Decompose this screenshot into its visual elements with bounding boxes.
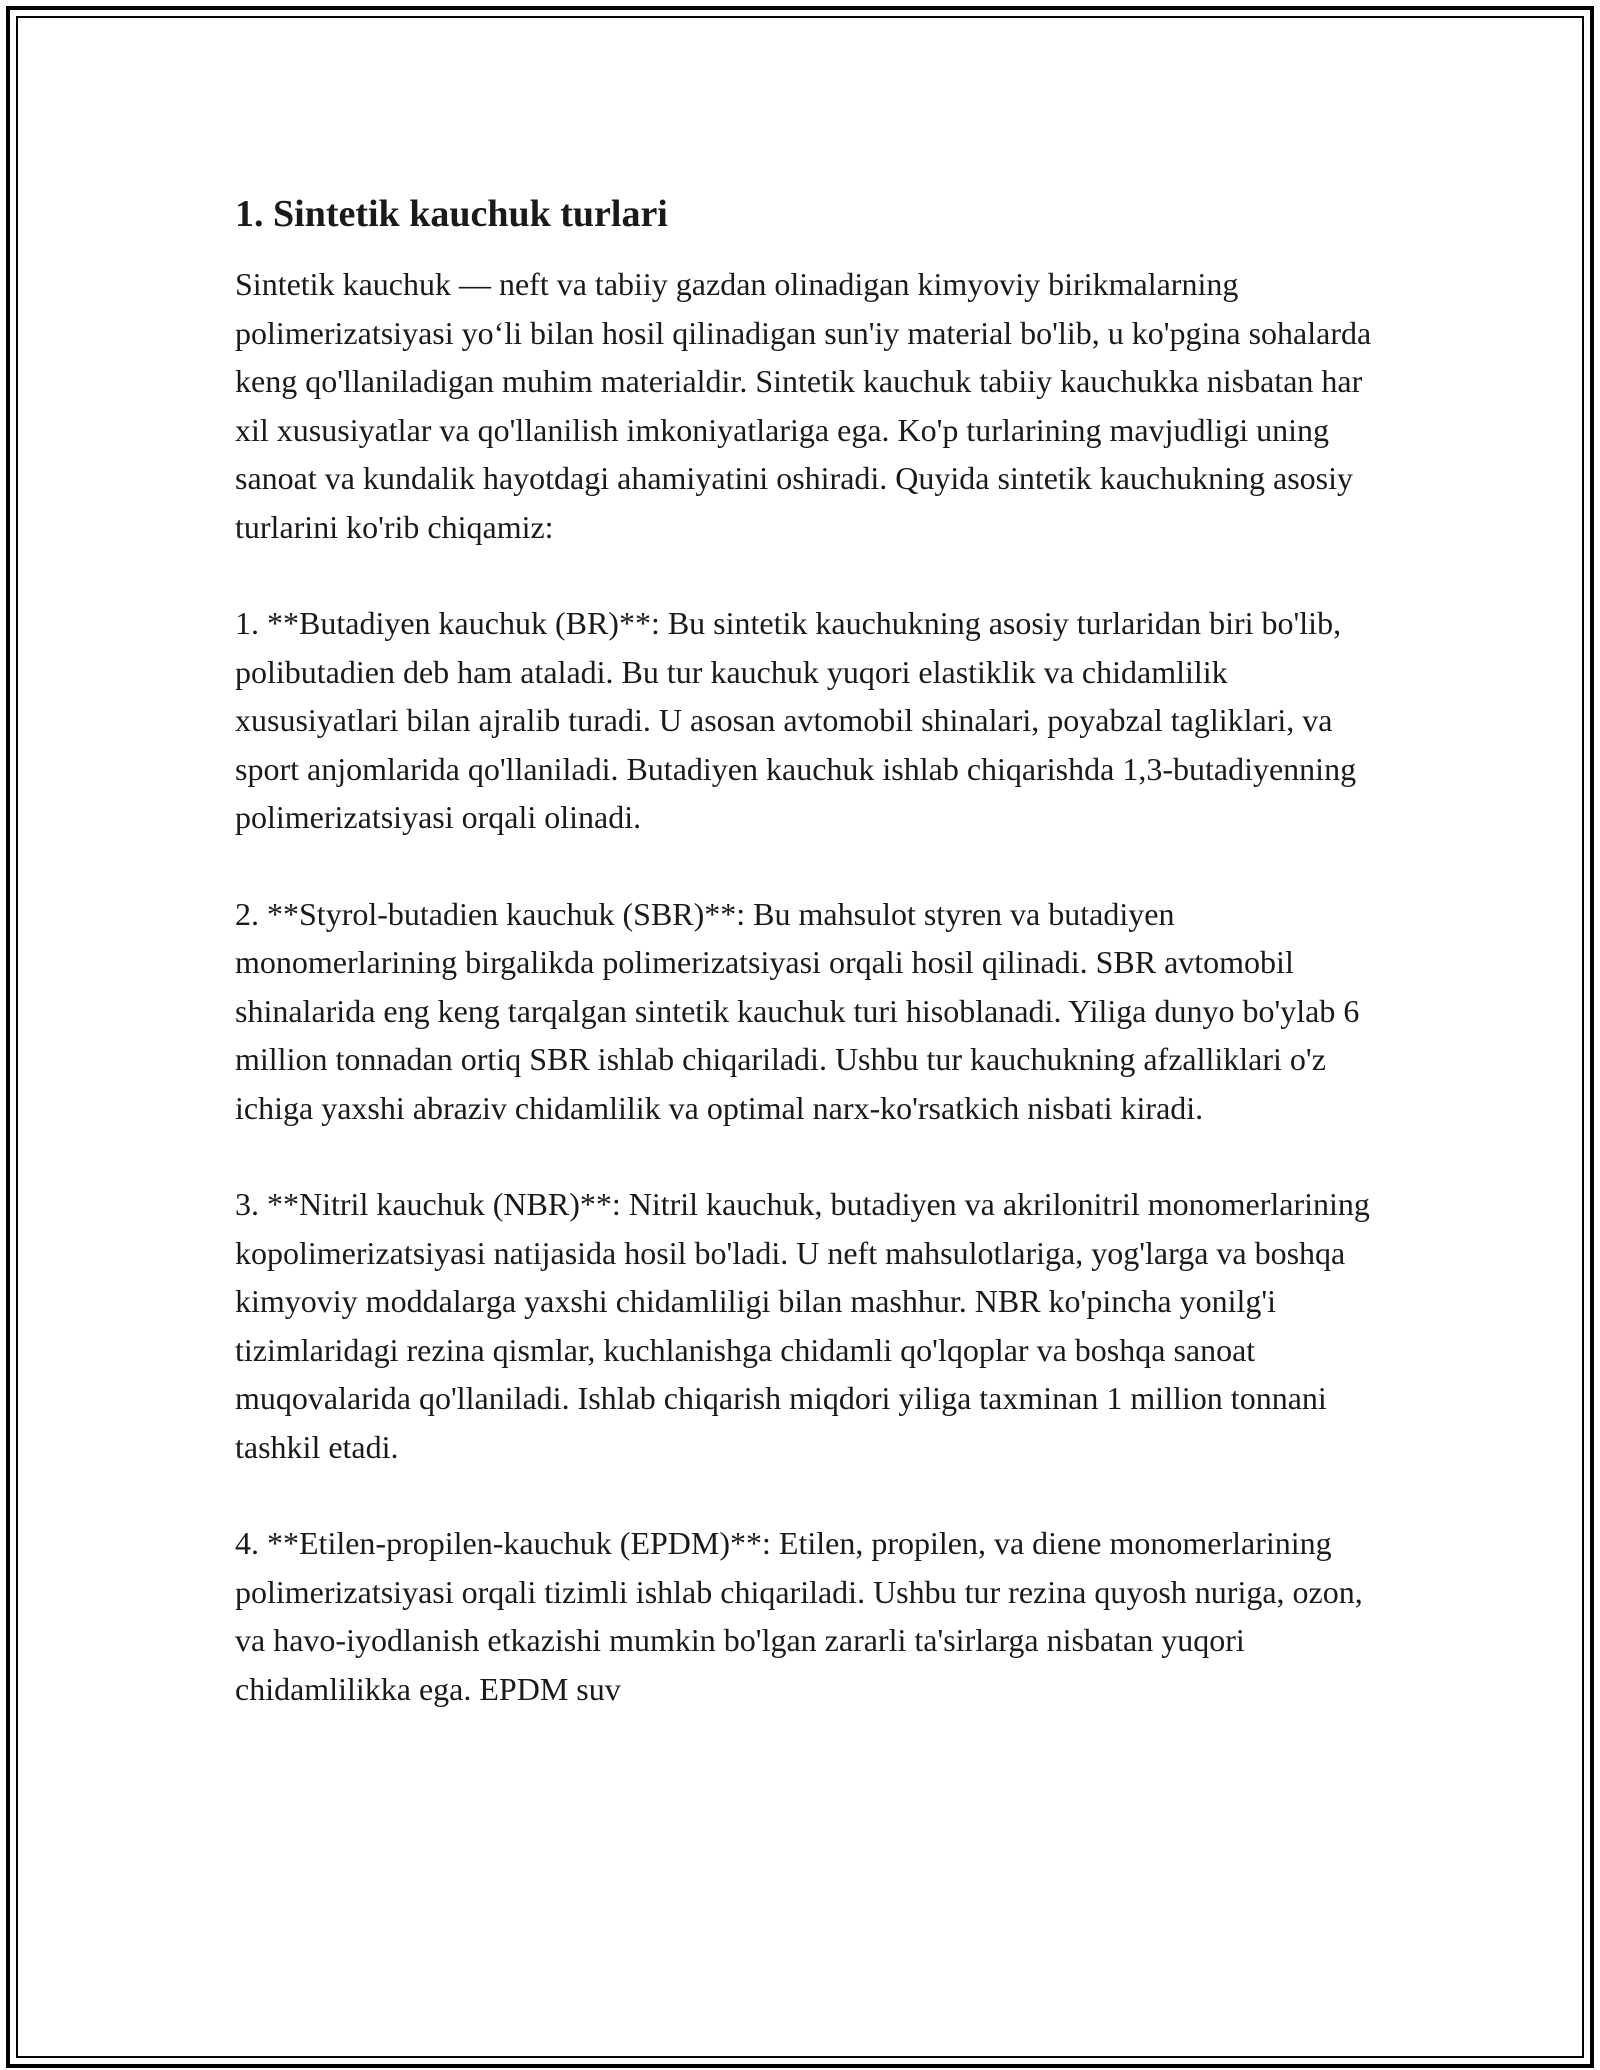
intro-paragraph: Sintetik kauchuk — neft va tabiiy gazdan olinadigan kimyoviy birikmalarning polimerizatsiyasi yo‘li bilan hosil qilinadigan sun'iy material bo'lib, u ko'pgina sohalarda keng qo'llaniladigan muhim materialdir. Sintetik kauchuk tabiiy kauchukka nisbatan har xil xususiyatlar va qo'llanilish imkoniyatlariga ega. Ko'p turlarining mavjudligi uning sanoat va kundalik hayotdagi ahamiyatini oshiradi. Quyida sintetik kauchukning asosiy turlarini ko'rib chiqamiz: xyxy=(235,266,1372,545)
section-heading: 1. Sintetik kauchuk turlari xyxy=(235,193,668,235)
paragraph-nitrile-rubber: 3. **Nitril kauchuk (NBR)**: Nitril kauchuk, butadiyen va akrilonitril monomerlarining kopolimerizatsiyasi natijasida hosil bo'ladi. U neft mahsulotlariga, yog'larga va boshqa kimyoviy moddalarga yaxshi chidamliligi bilan mashhur. NBR ko'pincha yonilg'i tizimlaridagi rezina qismlar, kuchlanishga chidamli qo'lqoplar va boshqa sanoat muqovalarida qo'llaniladi. Ishlab chiqarish miqdori yiliga taxminan 1 million tonnani tashkil etadi. xyxy=(235,1186,1370,1465)
paragraph-styrene-butadiene-rubber: 2. **Styrol-butadien kauchuk (SBR)**: Bu mahsulot styren va butadiyen monomerlarining birgalikda polimerizatsiyasi orqali hosil qilinadi. SBR avtomobil shinalarida eng keng tarqalgan sintetik kauchuk turi hisoblanadi. Yiliga dunyo bo'ylab 6 million tonnadan ortiq SBR ishlab chiqariladi. Ushbu tur kauchukning afzalliklari o'z ichiga yaxshi abraziv chidamlilik va optimal narx-ko'rsatkich nisbati kiradi. xyxy=(235,895,1360,1126)
paragraph-epdm-rubber: 4. **Etilen-propilen-kauchuk (EPDM)**: Etilen, propilen, va diene monomerlarining polimerizatsiyasi orqali tizimli ishlab chiqariladi. Ushbu tur rezina quyosh nuriga, ozon, va havo-iyodlanish etkazishi mumkin bo'lgan zararli ta'sirlarga nisbatan yuqori chidamlilikka ega. EPDM suv xyxy=(235,1525,1363,1707)
paragraph-butadiene-rubber: 1. **Butadiyen kauchuk (BR)**: Bu sintetik kauchukning asosiy turlaridan biri bo'lib, polibutadien deb ham ataladi. Bu tur kauchuk yuqori elastiklik va chidamlilik xususiyatlari bilan ajralib turadi. U asosan avtomobil shinalari, poyabzal tagliklari, va sport anjomlarida qo'llaniladi. Butadiyen kauchuk ishlab chiqarishda 1,3-butadiyenning polimerizatsiyasi orqali olinadi. xyxy=(235,605,1357,835)
document-body xyxy=(235,190,1375,1761)
